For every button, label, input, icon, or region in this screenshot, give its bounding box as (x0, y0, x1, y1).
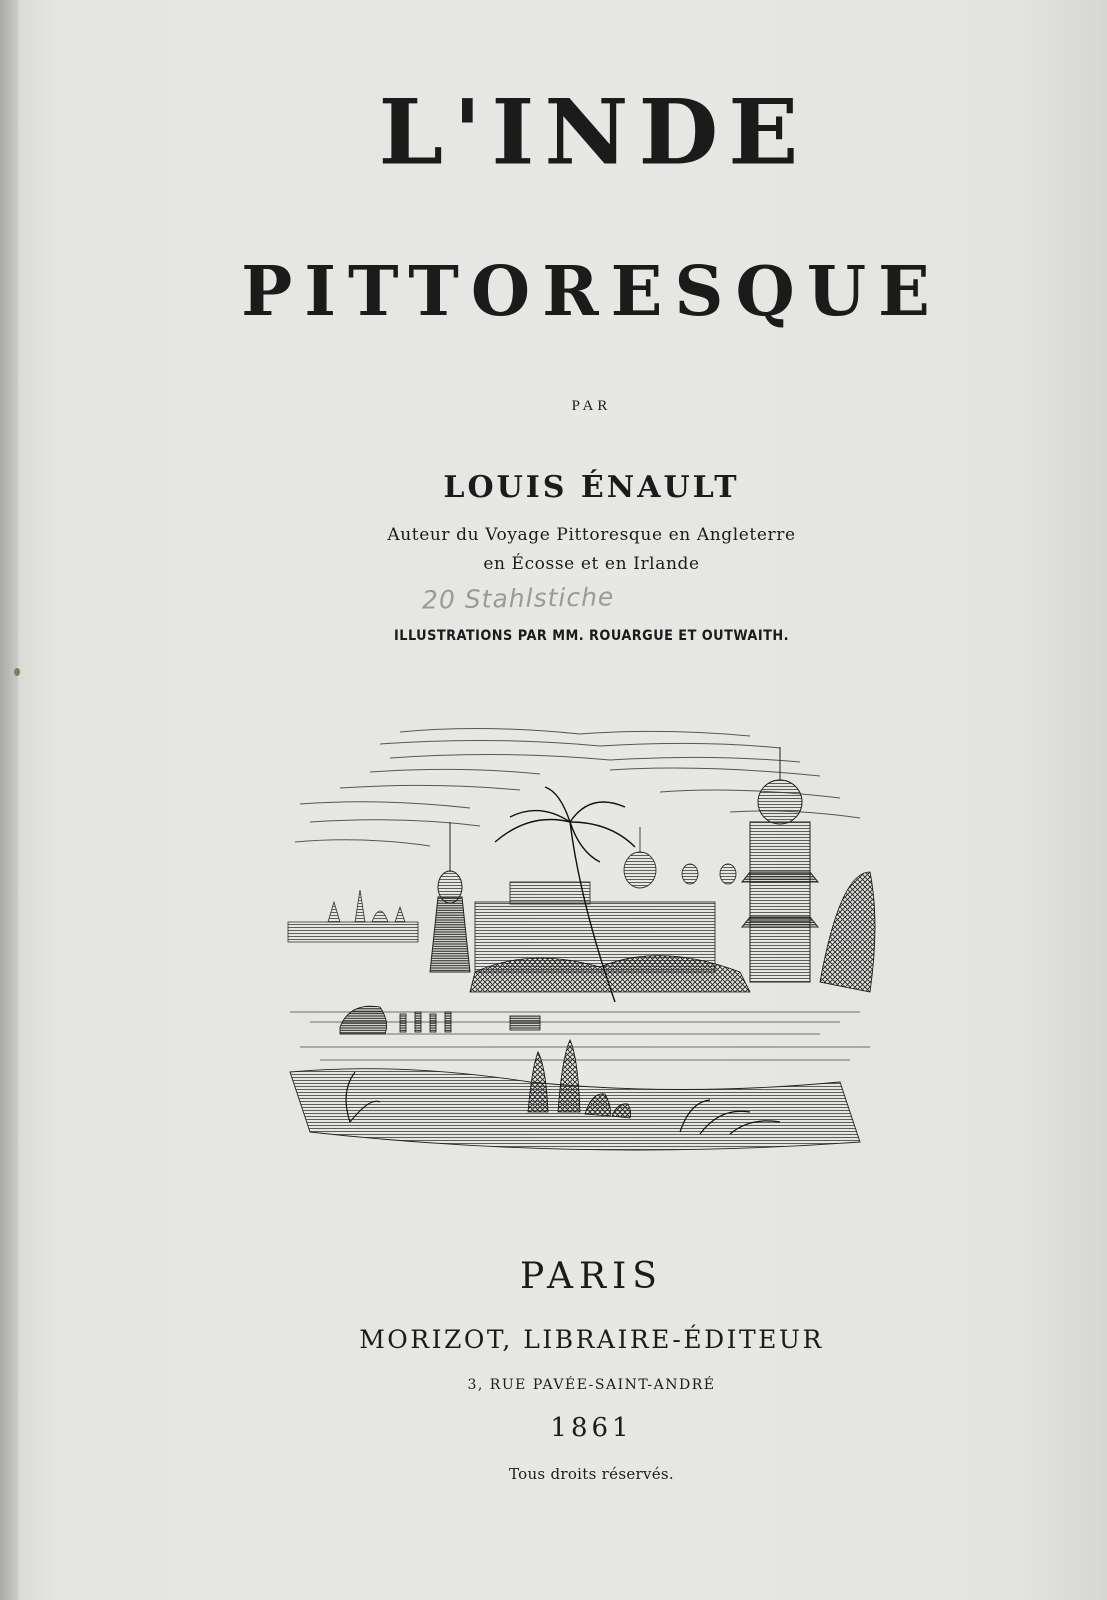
left-tower (430, 822, 470, 972)
author-description-line-2: en Écosse et en Irlande (483, 554, 700, 574)
title-line-2: PITTORESQUE (241, 252, 942, 332)
title-line-1: L'INDE (378, 79, 809, 185)
palace (475, 827, 736, 972)
right-trees (820, 872, 875, 992)
byline-par: PAR (571, 398, 612, 414)
elephant-procession (340, 1006, 540, 1034)
engraved-vignette-illustration (280, 722, 880, 1162)
rights-reserved: Tous droits réservés. (508, 1465, 674, 1483)
imprint-address: 3, RUE PAVÉE-SAINT-ANDRÉ (467, 1377, 716, 1393)
imprint-city: PARIS (520, 1256, 663, 1297)
distant-city (288, 890, 418, 942)
imprint-publisher: MORIZOT, LIBRAIRE-ÉDITEUR (359, 1325, 824, 1354)
author-description-line-1: Auteur du Voyage Pittoresque en Angleterre (387, 525, 796, 545)
right-pagoda (742, 747, 818, 982)
illustrations-credit: ILLUSTRATIONS PAR MM. ROUARGUE ET OUTWAITH. (394, 628, 789, 644)
binding-gutter (0, 0, 18, 1600)
imprint-year: 1861 (550, 1413, 633, 1443)
handwritten-pencil-note: 20 Stahlstiche (421, 582, 615, 615)
foxing-spot (14, 668, 20, 676)
author-name: LOUIS ÉNAULT (443, 470, 740, 505)
